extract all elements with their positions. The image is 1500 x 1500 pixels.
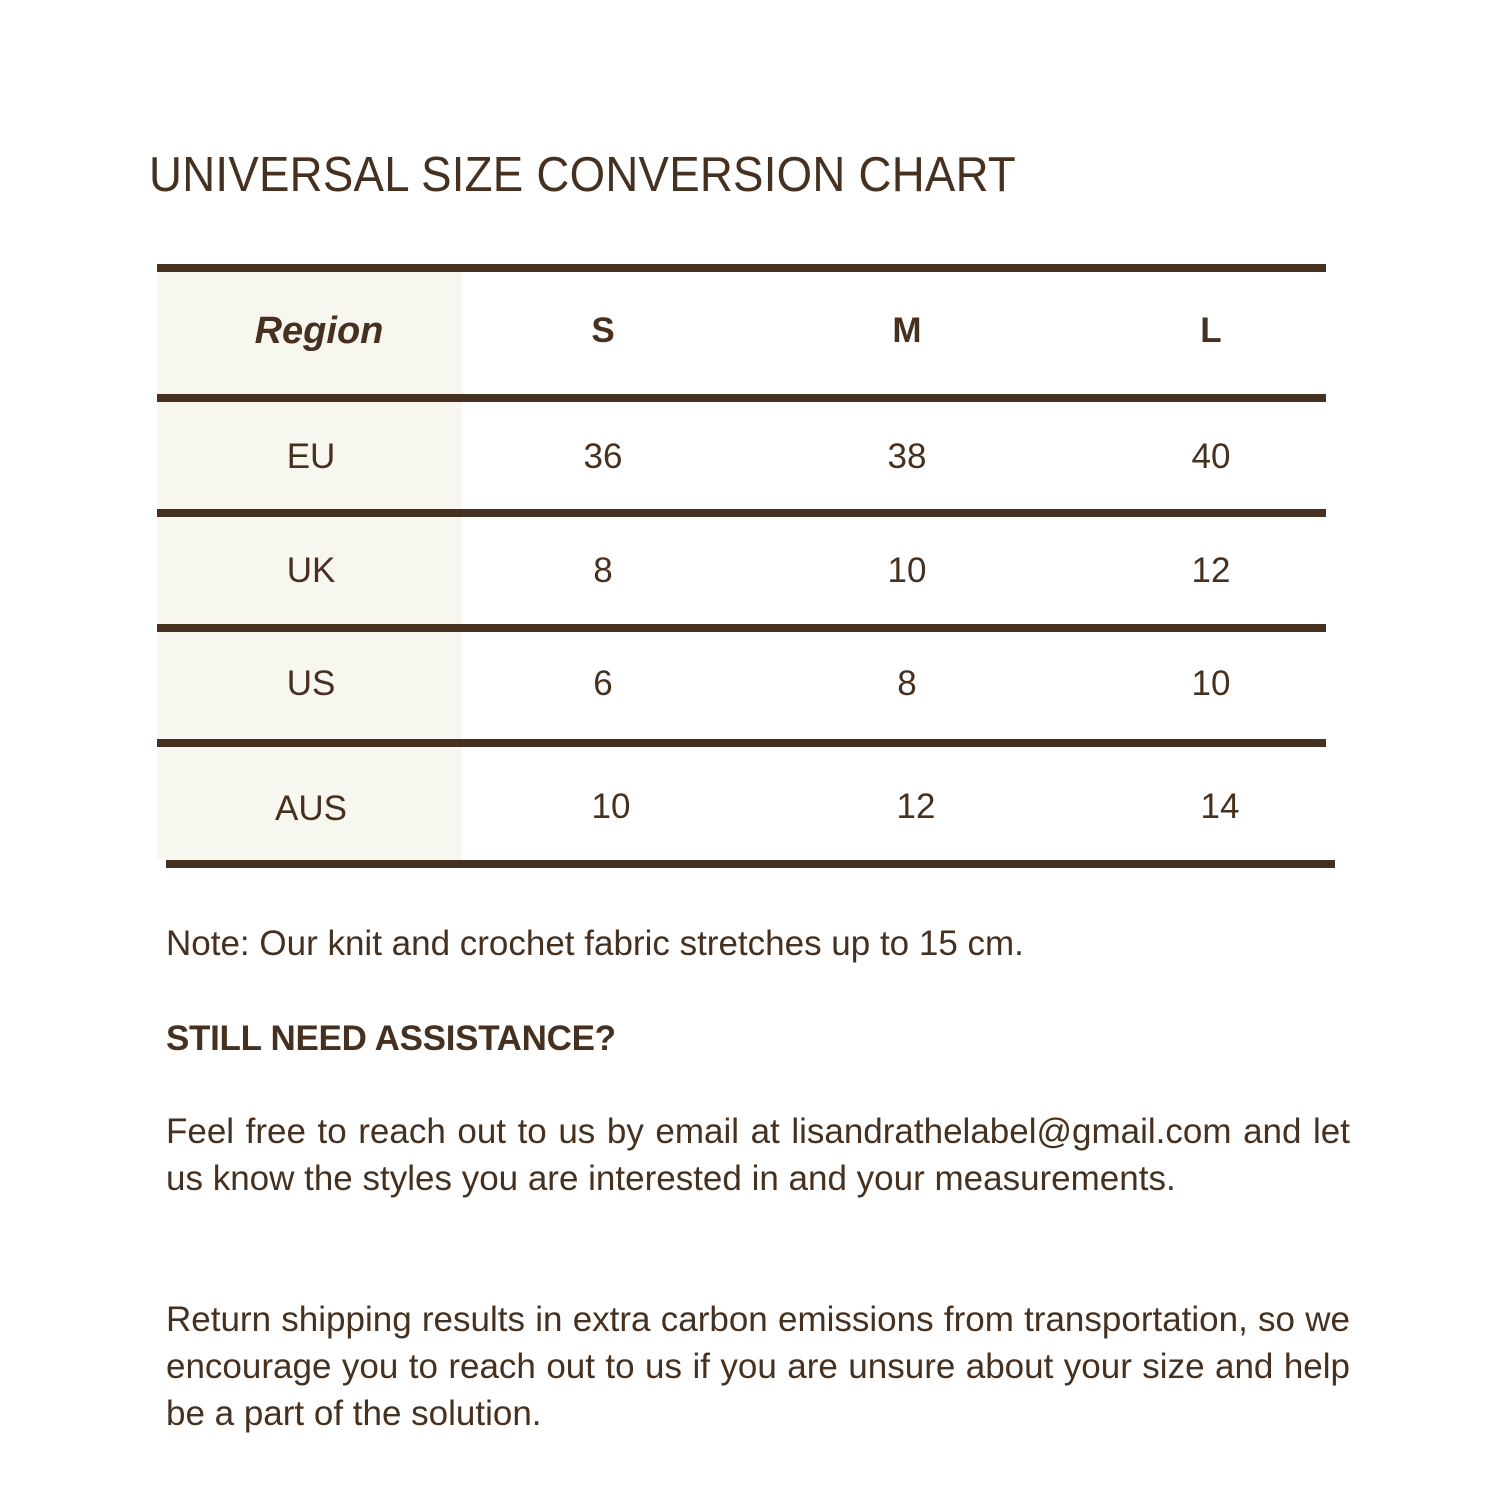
region-eu: EU <box>286 437 336 476</box>
cell-eu-m: 38 <box>887 437 927 476</box>
region-uk: UK <box>286 551 336 590</box>
region-aus: AUS <box>275 789 347 828</box>
cell-uk-m: 10 <box>887 551 927 590</box>
header-size-l: L <box>1200 311 1222 350</box>
table-rule-row <box>157 739 1326 747</box>
cell-uk-s: 8 <box>593 551 613 590</box>
contact-paragraph: Feel free to reach out to us by email at lisandrathelabel@gmail.com and let us know the styles you are interested in and your measurements. <box>166 1112 1350 1198</box>
cell-us-l: 10 <box>1191 664 1231 703</box>
table-rule-top <box>157 264 1326 272</box>
cell-aus-s: 10 <box>591 787 631 826</box>
table-rule-header <box>157 394 1326 402</box>
cell-us-m: 8 <box>897 664 917 703</box>
header-size-m: M <box>892 311 922 350</box>
cell-eu-s: 36 <box>583 437 623 476</box>
cell-uk-l: 12 <box>1191 551 1231 590</box>
page-title: UNIVERSAL SIZE CONVERSION CHART <box>149 148 1017 202</box>
cell-us-s: 6 <box>593 664 613 703</box>
stretch-note: Note: Our knit and crochet fabric stretches up to 15 cm. <box>166 924 1024 963</box>
table-rule-bottom <box>166 860 1335 868</box>
header-size-s: S <box>591 311 615 350</box>
cell-eu-l: 40 <box>1191 437 1231 476</box>
table-rule-row <box>157 624 1326 632</box>
assistance-heading: STILL NEED ASSISTANCE? <box>166 1019 616 1058</box>
table-rule-row <box>157 509 1326 517</box>
returns-paragraph: Return shipping results in extra carbon emissions from transportation, so we encourage you to reach out to us if you are unsure about your size and help be a part of the solution. <box>166 1300 1350 1433</box>
cell-aus-l: 14 <box>1200 787 1240 826</box>
header-region: Region <box>254 310 384 352</box>
region-us: US <box>286 664 336 703</box>
cell-aus-m: 12 <box>896 787 936 826</box>
